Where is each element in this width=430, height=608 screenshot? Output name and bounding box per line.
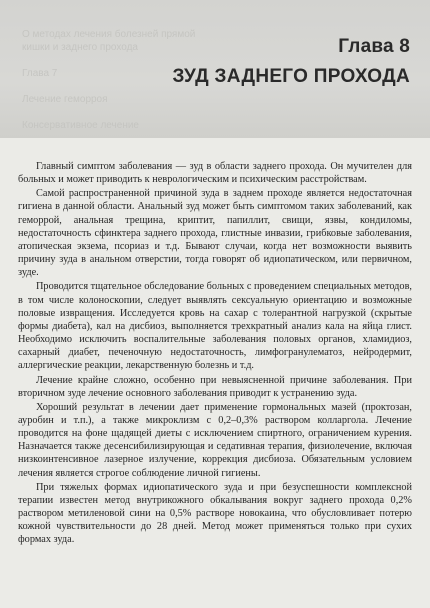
paragraph: При тяжелых формах идиопатического зуда и при безуспешности комплексной терапии известен метод внутрикожного обкалывания вокруг заднего прохода 0,2% раствором метиленовой сини на 0,5% растворе новокаина, что обусловливает потерю кожной чувствительности до 28 дней. Метод может применяться только при сухих формах зуда. — [18, 481, 412, 546]
ghost-line: кишки и заднего прохода — [22, 42, 138, 53]
ghost-line: О методах лечения болезней прямой — [22, 29, 196, 40]
paragraph: Хороший результат в лечении дает применение гормональных мазей (проктозан, ауробин и т.п.), а также микроклизм с 0,2–0,3% раствором колларгола. Лечение проводится на фоне щадящей диеты с исключением спиртного, ограничением курения. Назначается также десенсибилизирующая и седативная терапия, физиолечение, включая низкоинтенсивное лазерное излучение, коррекция дисбиоза. Обязательным условием лечения является строгое соблюдение личной гигиены. — [18, 401, 412, 479]
paragraph: Главный симптом заболевания — зуд в области заднего прохода. Он мучителен для больных и может приводить к неврологическим и психическим расстройствам. — [18, 161, 412, 186]
chapter-title: ЗУД ЗАДНЕГО ПРОХОДА — [172, 66, 410, 87]
chapter-number: Глава 8 — [338, 36, 410, 57]
paragraph: Лечение крайне сложно, особенно при невыясненной причине заболевания. При вторичном зуде лечение основного заболевания приводит к устранению зуда. — [18, 374, 412, 399]
ghost-line — [22, 106, 202, 119]
ghost-line: Консервативное лечение — [22, 120, 139, 131]
ghost-line: Глава 7 — [22, 68, 58, 79]
paragraph: Самой распространенной причиной зуда в заднем проходе является недостаточная гигиена в данной области. Анальный зуд может быть симптомом таких заболеваний, как геморрой, анальная трещина, криптит, папиллит, свищи, язвы, кондиломы, недостаточность сфинктера заднего прохода, глистные инвазии, грибковые заболевания, атопическая экзема, псориаз и т.д. Бывают случаи, когда нет возможности выявить причину зуда в анальном отверстии, тогда говорят об идиопатическом, или первичном, зуде. — [18, 188, 412, 279]
paragraph: Проводится тщательное обследование больных с проведением специальных методов, в том числе колоноскопии, следует выявлять сексуальную ориентацию и возможные половые извращения. Исследуется кровь на сахар с толерантной нагрузкой (скрытые формы диабета), кал на дисбиоз, выполняется трехкратный анализ кала на яйца глист. Необходимо исключить воспалительные заболевания половых органов, хламидиоз, сахарный диабет, печеночную недостаточность, лимфогранулематоз, нейродермит, аллергические реакции, лекарственную болезнь и т.д. — [18, 281, 412, 372]
chapter-header — [0, 0, 430, 138]
ghost-line: Лечение геморроя — [22, 94, 108, 105]
chapter-body — [18, 160, 412, 548]
